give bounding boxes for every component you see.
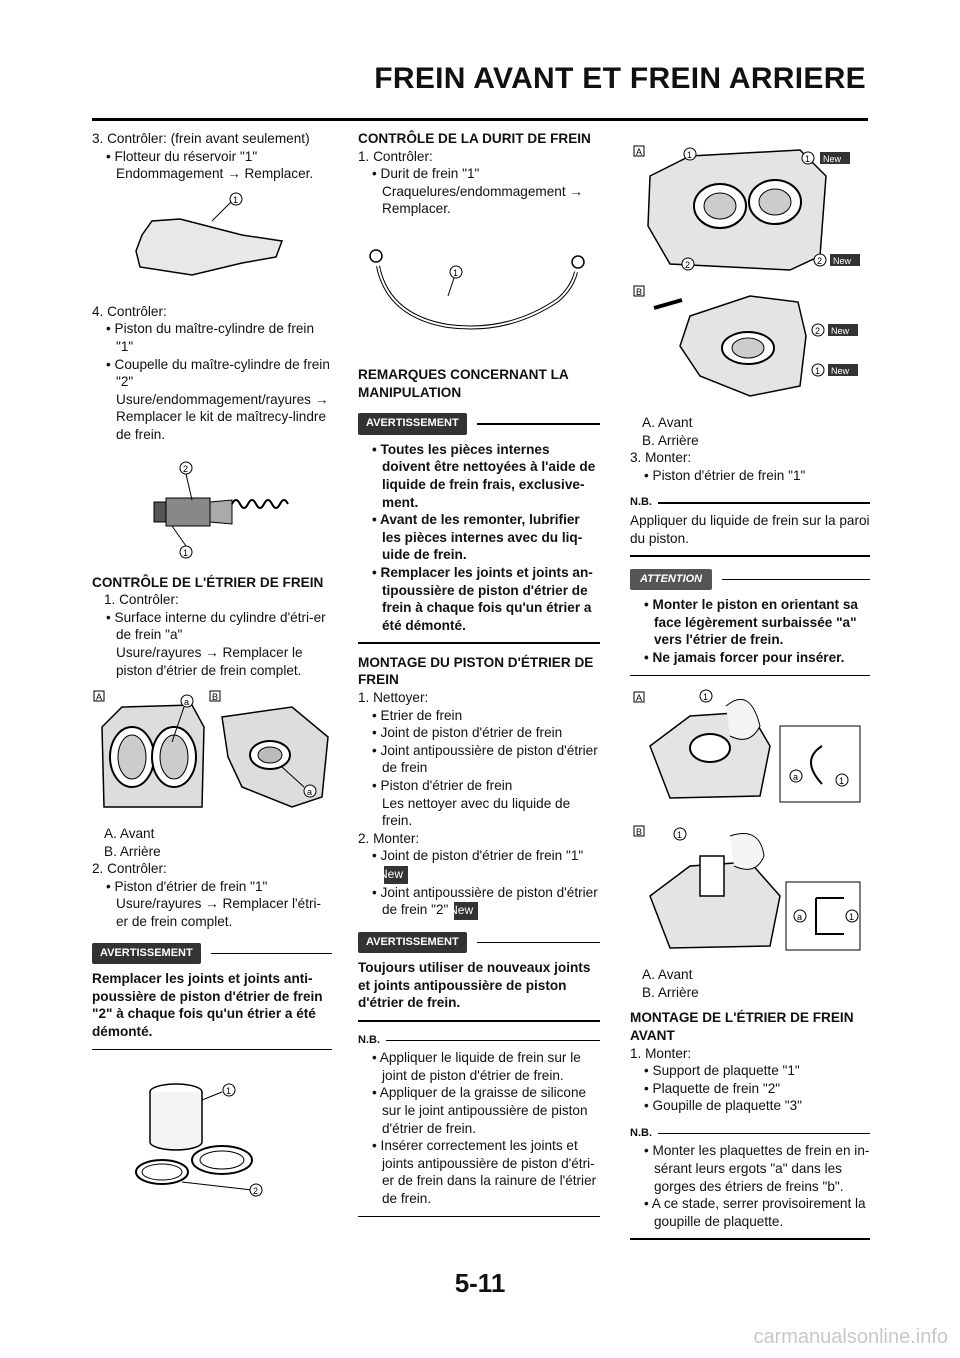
warning-rule (477, 942, 600, 944)
svg-text:B: B (636, 827, 643, 838)
bullet-mount-piston: • Piston d'étrier de frein "1" (644, 467, 806, 483)
warning-item-3: • Remplacer les joints et joints an-tipoussière de piston d'étrier de frein à chaque fois qu'un étrier a été démonté. (372, 564, 593, 633)
caliper-step-2: 2. Contrôler: (92, 861, 167, 877)
bullet-pad-pin: • Goupille de plaquette "3" (644, 1098, 803, 1114)
attention-label: ATTENTION (630, 569, 712, 591)
note-label: N.B. (630, 1126, 652, 1139)
svg-text:1: 1 (226, 1086, 232, 1097)
bullet-install-dust-seal (358, 884, 600, 920)
bullet-master-piston: • Piston du maître-cylindre de frein "1" (106, 321, 315, 354)
bullet-hose-action: Craquelures/endommagement → Remplacer. (382, 183, 583, 217)
note-item-1: • Appliquer le liquide de frein sur le joint de piston d'étrier de frein. (372, 1050, 581, 1083)
label-front: A. Avant (104, 826, 155, 842)
bullet-master-cup: • Coupelle du maître-cylindre de frein "2" (106, 356, 330, 390)
header-rule (92, 118, 868, 121)
piston-step-2: 2. Monter: (358, 830, 420, 846)
svg-text:New: New (833, 256, 852, 266)
warning-label: AVERTISSEMENT (92, 943, 201, 965)
column-2 (358, 130, 600, 1227)
svg-text:1: 1 (815, 366, 821, 376)
svg-text:1: 1 (687, 150, 693, 160)
warning-label: AVERTISSEMENT (358, 413, 467, 435)
svg-text:1: 1 (233, 194, 239, 205)
heading-front-caliper-mount: MONTAGE DE L'ÉTRIER DE FREIN AVANT (630, 1010, 854, 1043)
label-rear: B. Arrière (104, 843, 161, 859)
attention-item-2: • Ne jamais forcer pour insérer. (644, 650, 845, 666)
svg-text:New: New (823, 154, 842, 164)
warning-bar-2 (358, 413, 600, 435)
note-end-rule (630, 1238, 870, 1240)
bullet-caliper-piston: • Piston d'étrier de frein "1" (106, 878, 268, 894)
bullet-float-action: Endommagement → Remplacer. (116, 166, 314, 182)
figure-piston-insert (630, 686, 870, 958)
watermark: carmanualsonline.info (753, 1326, 948, 1348)
svg-text:2: 2 (253, 1186, 259, 1197)
warning-label: AVERTISSEMENT (358, 932, 467, 954)
svg-text:2: 2 (815, 326, 821, 336)
svg-text:a: a (797, 912, 803, 923)
svg-text:a: a (307, 787, 313, 798)
bullet-brake-pad: • Plaquette de frein "2" (644, 1080, 781, 1096)
new-badge: New (454, 902, 478, 920)
heading-caliper-check: CONTRÔLE DE L'ÉTRIER DE FREIN (92, 574, 324, 590)
bullet-piston-seal: • Joint de piston d'étrier de frein (372, 725, 563, 741)
svg-text:A: A (636, 693, 643, 704)
note-item-3: • Insérer correctement les joints et joints antipoussière de piston d'étri-er de frein dans la rainure de l'étrier de frein. (372, 1138, 597, 1206)
heading-brake-hose: CONTRÔLE DE LA DURIT DE FREIN (358, 131, 591, 146)
heading-piston-mount: MONTAGE DU PISTON D'ÉTRIER DE FREIN (358, 654, 594, 688)
note-bar (630, 1125, 870, 1143)
svg-text:1: 1 (183, 547, 189, 558)
svg-text:2: 2 (183, 463, 189, 474)
caliper-step-1: 1. Contrôler: (104, 592, 179, 608)
label-rear: B. Arrière (642, 432, 699, 448)
figure-master-cylinder-piston (92, 452, 332, 566)
figure-brake-hose (358, 226, 600, 358)
bullet-dust-seal: • Joint antipoussière de piston d'étrier de frein (372, 742, 598, 776)
note-label: N.B. (630, 496, 652, 509)
svg-text:A: A (636, 147, 643, 157)
warning-end-rule (358, 1020, 600, 1022)
bullet-float: • Flotteur du réservoir "1" (106, 148, 258, 164)
bullet-install-piston-seal (358, 847, 600, 883)
svg-text:B: B (212, 692, 219, 703)
bullet-master-action: Usure/endommagement/rayures → Remplacer le kit de maîtrecy-lindre de frein. (116, 391, 329, 442)
warning-end-rule (358, 642, 600, 644)
note-bar (630, 494, 870, 512)
piston-step-1: 1. Nettoyer: (358, 689, 429, 705)
svg-text:1: 1 (805, 154, 811, 164)
warning-bar-3 (358, 932, 600, 954)
note-label: N.B. (358, 1033, 380, 1046)
note-text: Appliquer du liquide de frein sur la paroi du piston. (630, 512, 870, 546)
bullet-pad-support: • Support de plaquette "1" (644, 1063, 800, 1079)
bullet-caliper: • Etrier de frein (372, 707, 463, 723)
note-end-rule (358, 1216, 600, 1218)
warning-text-2: Toujours utiliser de nouveaux joints et joints antipoussière de piston d'étrier de frein. (358, 960, 591, 1011)
bullet-caliper-piston: • Piston d'étrier de frein (372, 777, 513, 793)
label-front: A. Avant (642, 967, 693, 983)
column-1 (92, 130, 332, 1208)
warning-bar-1 (92, 943, 332, 965)
bullet-hose: • Durit de frein "1" (372, 166, 480, 182)
svg-text:1: 1 (677, 830, 683, 841)
figure-caliper-cylinders (92, 687, 332, 817)
figure-caliper-seals-install (630, 136, 870, 406)
new-badge: New (384, 866, 408, 884)
label-front: A. Avant (642, 415, 693, 430)
mount-step-3: 3. Monter: (630, 450, 692, 466)
figure-piston-seals (92, 1060, 332, 1200)
svg-text:B: B (636, 287, 643, 297)
warning-end-rule (92, 1049, 332, 1051)
note-item-2: • Appliquer de la graisse de silicone sur le joint antipoussière de piston d'étrier de frein. (372, 1085, 588, 1136)
step-4: 4. Contrôler: (92, 303, 167, 319)
install-piston-seal-text: • Joint de piston d'étrier de frein "1" (372, 848, 584, 864)
svg-text:New: New (831, 326, 850, 336)
note-item-2: • A ce stade, serrer provisoirement la goupille de plaquette. (644, 1196, 866, 1229)
svg-text:2: 2 (817, 256, 823, 266)
note-item-1: • Monter les plaquettes de frein en in-sérant leurs ergots "a" dans les gorges des étriers de freins "b". (644, 1143, 870, 1194)
svg-text:A: A (96, 692, 103, 703)
note-bar (358, 1032, 600, 1050)
install-dust-seal-text: • Joint antipoussière de piston d'étrier de frein "2" (372, 884, 598, 918)
step-3: 3. Contrôler: (frein avant seulement) (92, 131, 310, 146)
heading-handling-remarks: REMARQUES CONCERNANT LA MANIPULATION (358, 366, 569, 400)
warning-rule (211, 953, 332, 955)
bullet-cylinder-surface: • Surface interne du cylindre d'étri-er de frein "a" (106, 609, 326, 643)
caliper-mount-step-1: 1. Monter: (630, 1045, 692, 1061)
bullet-clean-action: Les nettoyer avec du liquide de frein. (382, 795, 571, 829)
svg-text:1: 1 (453, 267, 459, 278)
warning-rule (477, 423, 600, 425)
bullet-cylinder-action: Usure/rayures → Remplacer le piston d'étrier de frein complet. (116, 644, 303, 678)
svg-text:New: New (831, 366, 850, 376)
note-rule (658, 502, 870, 504)
svg-text:2: 2 (685, 260, 691, 270)
note-end-rule (630, 555, 870, 557)
svg-text:a: a (793, 772, 799, 783)
note-rule (386, 1040, 600, 1042)
attention-end-rule (630, 675, 870, 677)
page-header-title: FREIN AVANT ET FREIN ARRIERE (374, 62, 866, 95)
attention-item-1: • Monter le piston en orientant sa face légèrement surbaissée "a" vers l'étrier de frein. (644, 597, 858, 648)
svg-text:a: a (184, 697, 190, 708)
warning-item-1: • Toutes les pièces internes doivent être nettoyées à l'aide de liquide de frein frais, exclusive-ment. (372, 441, 596, 510)
attention-rule (722, 579, 870, 581)
column-3 (630, 130, 870, 1250)
svg-text:1: 1 (703, 692, 709, 703)
page-number: 5-11 (454, 1268, 506, 1298)
warning-text-1: Remplacer les joints et joints anti-poussière de piston d'étrier de frein "2" à chaque fois qu'un étrier a été démonté. (92, 971, 323, 1040)
warning-item-2: • Avant de les remonter, lubrifier les pièces internes avec du liq-uide de frein. (372, 512, 583, 563)
hose-step-1: 1. Contrôler: (358, 148, 433, 164)
svg-text:1: 1 (849, 912, 855, 923)
svg-text:1: 1 (839, 776, 845, 787)
figure-reservoir-float (92, 191, 332, 295)
attention-bar (630, 569, 870, 591)
bullet-caliper-piston-action: Usure/rayures → Remplacer l'étri-er de frein complet. (116, 896, 322, 930)
label-rear: B. Arrière (642, 984, 699, 1000)
note-rule (658, 1133, 870, 1135)
